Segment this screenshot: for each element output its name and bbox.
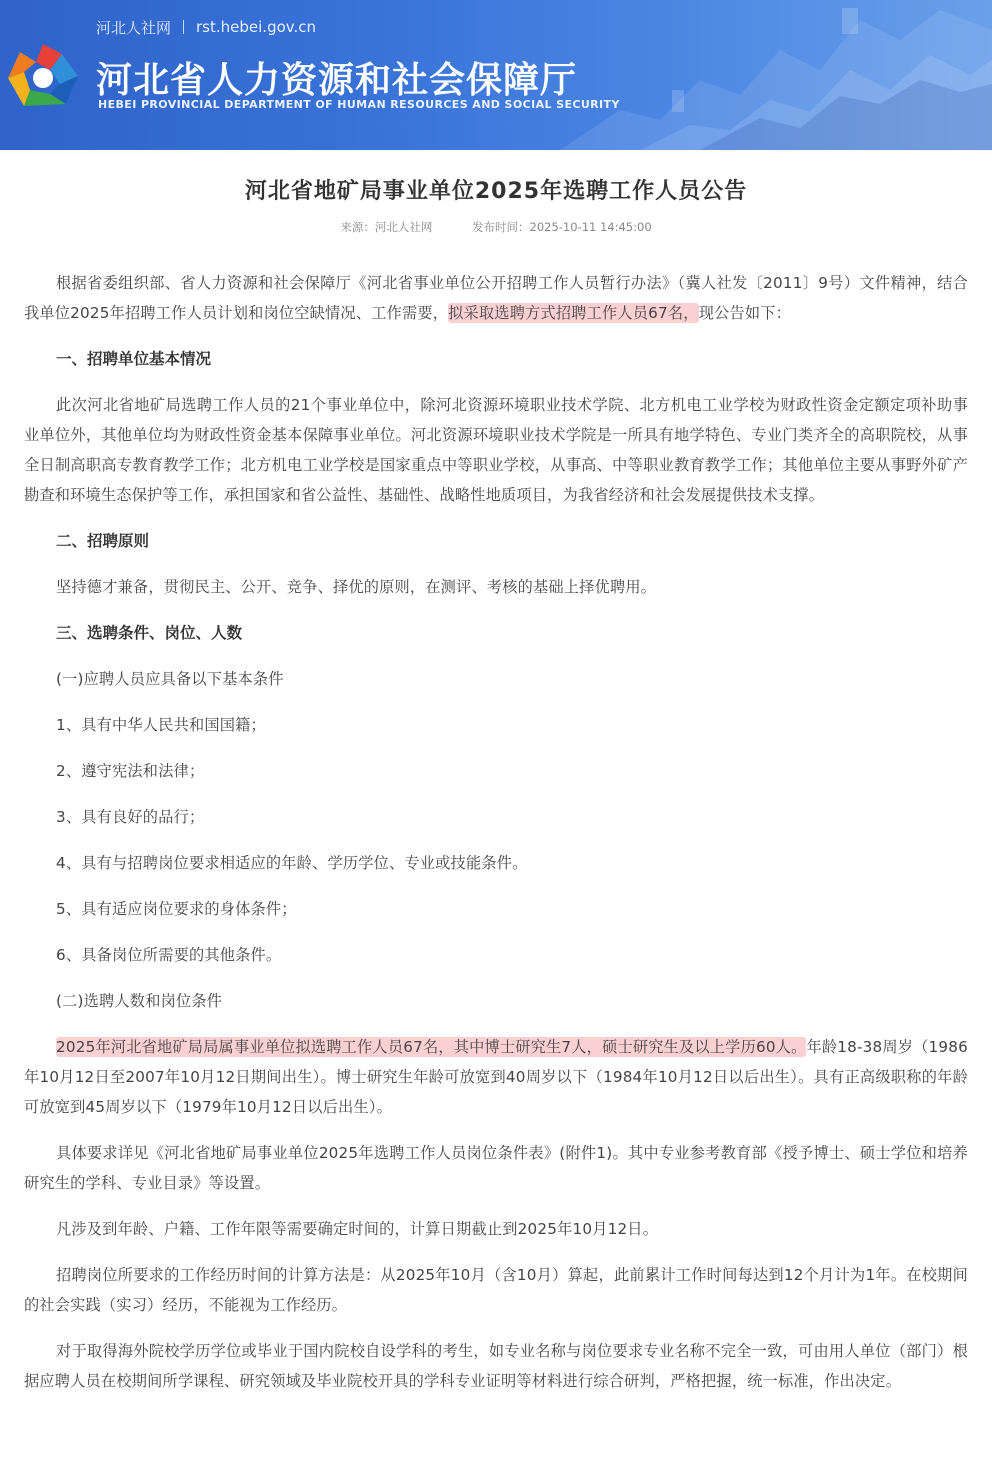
condition-item: 3、具有良好的品行； — [56, 808, 205, 826]
divider — [183, 20, 184, 34]
site-address-line — [96, 16, 316, 38]
site-short-name[interactable]: 河北人社网 — [96, 18, 172, 37]
section-heading-1: 一、招聘单位基本情况 — [56, 350, 212, 368]
condition-item: 2、遵守宪法和法律； — [56, 762, 205, 780]
intro-text: 根据省委组织部、省人力资源和社会保障厅《河北省事业单位公开招聘工作人员暂行办法》（冀人社发〔2011〕9号）文件精神，结合我单位2025年招聘工作人员计划和岗位空缺情况、工作需要， — [24, 274, 968, 322]
intro-paragraph — [24, 268, 968, 328]
condition-item: 4、具有与招聘岗位要求相适应的年龄、学历学位、专业或技能条件。 — [56, 854, 528, 872]
condition-item: 1、具有中华人民共和国国籍； — [56, 716, 266, 734]
condition-item: 5、具有适应岗位要求的身体条件； — [56, 900, 297, 918]
subheading-positions: (二)选聘人数和岗位条件 — [56, 992, 223, 1010]
site-name-english: HEBEI PROVINCIAL DEPARTMENT OF HUMAN RESOURCES AND SOCIAL SECURITY — [98, 98, 620, 111]
paragraph-work-experience: 招聘岗位所要求的工作经历时间的计算方法是：从2025年10月（含10月）算起，此前累计工作时间每达到12个月计为1年。在校期间的社会实践（实习）经历，不能视为工作经历。 — [24, 1266, 968, 1314]
intro-highlight: 拟采取选聘方式招聘工作人员67名， — [448, 304, 699, 322]
subheading-basic-conditions: (一)应聘人员应具备以下基本条件 — [56, 670, 284, 688]
intro-text-end: 现公告如下： — [698, 304, 792, 322]
section-heading-2: 二、招聘原则 — [56, 532, 150, 550]
article-source: 来源：河北人社网 — [340, 220, 433, 234]
paragraph-unit-info: 此次河北省地矿局选聘工作人员的21个事业单位中，除河北资源环境职业技术学院、北方机电工业学校为财政性资金定额定项补助事业单位外，其他单位均为财政性资金基本保障事业单位。河北资源环境职业技术学院是一所具有地学特色、专业门类齐全的高职院校，从事全日制高职高专教育教学工作；北方机电工业学校是国家重点中等职业学校，从事高、中等职业教育教学工作；其他单位主要从事野外矿产勘查和环境生态保护等工作，承担国家和省公益性、基础性、战略性地质项目，为我省经济和社会发展提供技术支撑。 — [24, 396, 968, 504]
paragraph-deadline-date: 凡涉及到年龄、户籍、工作年限等需要确定时间的，计算日期截止到2025年10月12日。 — [56, 1220, 659, 1238]
article-meta — [24, 219, 968, 235]
paragraph-overseas-degree: 对于取得海外院校学历学位或毕业于国内院校自设学科的考生，如专业名称与岗位要求专业名称不完全一致，可由用人单位（部门）根据应聘人员在校期间所学课程、研究领域及毕业院校开具的学科专业证明等材料进行综合研判，严格把握，统一标准，作出决定。 — [24, 1342, 968, 1390]
paragraph-recruitment-numbers — [24, 1032, 968, 1122]
paragraph-attachment: 具体要求详见《河北省地矿局事业单位2025年选聘工作人员岗位条件表》(附件1)。其中专业参考教育部《授予博士、硕士学位和培养研究生的学科、专业目录》等设置。 — [24, 1144, 968, 1192]
article-publish-time: 发布时间：2025-10-11 14:45:00 — [472, 220, 652, 234]
article-title: 河北省地矿局事业单位2025年选聘工作人员公告 — [244, 179, 748, 204]
age-requirements: 年龄18-38周岁（1986年10月12日至2007年10月12日期间出生）。博士研究生年龄可放宽到40周岁以下（1984年10月12日以后出生）。具有正高级职称的年龄可放宽到45周岁以下（1979年10月12日以后出生）。 — [24, 1038, 968, 1116]
site-domain[interactable]: rst.hebei.gov.cn — [196, 18, 317, 36]
article — [24, 150, 968, 1396]
site-header — [0, 0, 992, 150]
recruitment-highlight: 2025年河北省地矿局局属事业单位拟选聘工作人员67名，其中博士研究生7人，硕士研究生及以上学历60人。 — [56, 1038, 807, 1056]
site-name: 河北省人力资源和社会保障厅 — [96, 60, 578, 101]
paragraph-principles: 坚持德才兼备，贯彻民主、公开、竞争、择优的原则，在测评、考核的基础上择优聘用。 — [56, 578, 657, 596]
condition-item: 6、具备岗位所需要的其他条件。 — [56, 946, 282, 964]
section-heading-3: 三、选聘条件、岗位、人数 — [56, 624, 243, 642]
site-logo-icon[interactable] — [4, 40, 82, 112]
